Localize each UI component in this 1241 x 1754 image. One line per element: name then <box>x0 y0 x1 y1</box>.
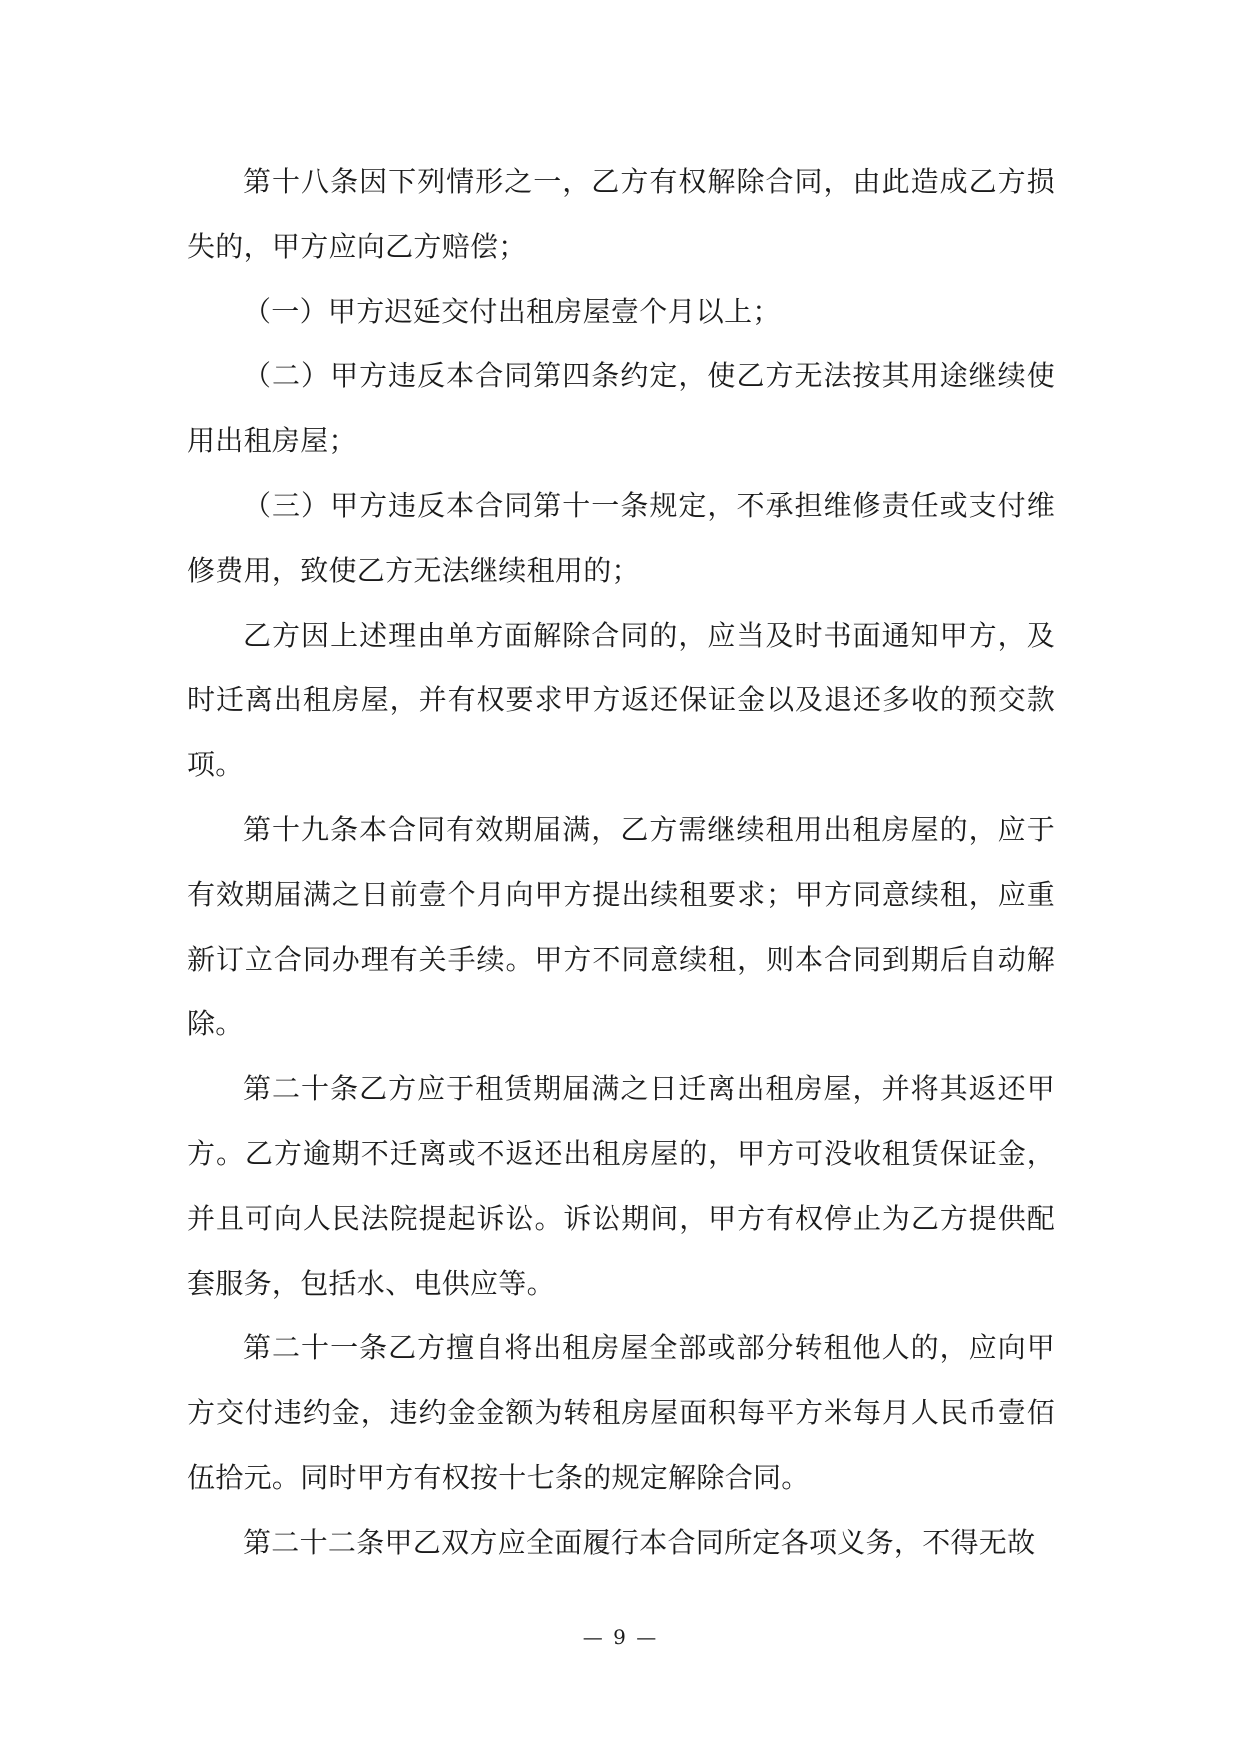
article-18-notice-paragraph: 乙方因上述理由单方面解除合同的，应当及时书面通知甲方，及时迁离出租房屋，并有权要求甲方返还保证金以及退还多收的预交款项。 <box>187 618 1055 782</box>
article-18-item-3: （三）甲方违反本合同第十一条规定，不承担维修责任或支付维修费用，致使乙方无法继续租用的； <box>187 488 1055 587</box>
article-21-paragraph: 第二十一条乙方擅自将出租房屋全部或部分转租他人的，应向甲方交付违约金，违约金金额为转租房屋面积每平方米每月人民币壹佰伍拾元。同时甲方有权按十七条的规定解除合同。 <box>187 1331 1055 1494</box>
article-19-paragraph: 第十九条本合同有效期届满，乙方需继续租用出租房屋的，应于有效期届满之日前壹个月向甲方提出续租要求；甲方同意续租，应重新订立合同办理有关手续。甲方不同意续租，则本合同到期后自动解除。 <box>187 812 1055 1041</box>
page-number: — 9 — <box>582 1625 659 1649</box>
article-22-paragraph: 第二十二条甲乙双方应全面履行本合同所定各项义务，不得无故 <box>243 1525 1036 1559</box>
article-20-paragraph: 第二十条乙方应于租赁期届满之日迁离出租房屋，并将其返还甲方。乙方逾期不迁离或不返还出租房屋的，甲方可没收租赁保证金，并且可向人民法院提起诉讼。诉讼期间，甲方有权停止为乙方提供配套服务，包括水、电供应等。 <box>187 1072 1055 1300</box>
document-body <box>187 150 1055 1576</box>
article-18-paragraph: 第十八条因下列情形之一，乙方有权解除合同，由此造成乙方损失的，甲方应向乙方赔偿； <box>187 165 1055 263</box>
article-18-item-2: （二）甲方违反本合同第四条约定，使乙方无法按其用途继续使用出租房屋； <box>187 359 1055 458</box>
article-18-item-1: （一）甲方迟延交付出租房屋壹个月以上； <box>243 294 781 328</box>
